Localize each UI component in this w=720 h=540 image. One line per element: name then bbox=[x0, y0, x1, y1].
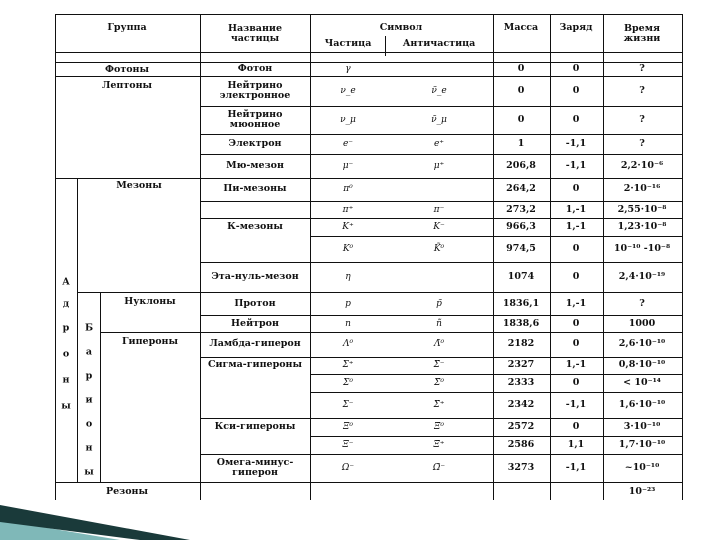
header-name: Название частицы bbox=[228, 23, 282, 44]
decorative-corner bbox=[0, 457, 720, 540]
lifetime-value: 1,7·10⁻¹⁰ bbox=[618, 439, 666, 450]
mass-value: 2182 bbox=[507, 338, 535, 349]
mass-value: 2333 bbox=[507, 377, 535, 388]
lifetime-value: 2,4·10⁻¹⁹ bbox=[618, 271, 666, 282]
header-group: Группа bbox=[107, 22, 147, 33]
antiparticle-symbol: Ξ̃⁺ bbox=[433, 440, 445, 450]
baryons-letter: ы bbox=[84, 466, 94, 478]
charge-value: 1,-1 bbox=[565, 359, 587, 370]
mass-value: 264,2 bbox=[506, 183, 536, 194]
group-photons: Фотоны bbox=[104, 64, 150, 75]
hadrons-letter: д bbox=[62, 298, 70, 310]
charge-value: 0 bbox=[572, 63, 580, 74]
baryons-letter: о bbox=[85, 418, 93, 430]
particle-symbol: η bbox=[345, 272, 351, 282]
particle-name: Сигма-гипероны bbox=[207, 359, 303, 370]
mass-value: 1 bbox=[517, 138, 525, 149]
charge-value: 1,-1 bbox=[565, 298, 587, 309]
group-leptons: Лептоны bbox=[101, 80, 153, 91]
baryons-letter: и bbox=[85, 394, 93, 406]
hadrons-letter: А bbox=[62, 276, 70, 288]
antiparticle-symbol: K̃⁰ bbox=[433, 244, 445, 254]
particle-symbol: ν_μ bbox=[340, 115, 356, 125]
group-resonances: Резоны bbox=[105, 486, 149, 497]
charge-value: -1,1 bbox=[565, 399, 587, 410]
particle-symbol: ν_e bbox=[340, 86, 356, 96]
antiparticle-symbol: ν̃_μ bbox=[431, 115, 447, 125]
charge-value: 0 bbox=[572, 421, 580, 432]
lifetime-value: ? bbox=[639, 114, 645, 125]
particle-name: Кси-гипероны bbox=[214, 421, 296, 432]
mass-value: 2586 bbox=[507, 439, 535, 450]
lifetime-value: ? bbox=[639, 138, 645, 149]
particle-symbol: Λ⁰ bbox=[342, 339, 354, 349]
mass-value: 3273 bbox=[507, 462, 535, 473]
particle-name: Нейтрино электронное bbox=[219, 80, 291, 101]
header-particle: Частица bbox=[324, 38, 372, 49]
lifetime-value: 2·10⁻¹⁶ bbox=[623, 183, 661, 194]
particle-symbol: Σ⁰ bbox=[343, 378, 353, 388]
particle-name: Нейтрино мюонное bbox=[227, 109, 283, 130]
mass-value: 0 bbox=[517, 85, 525, 96]
lifetime-value: ? bbox=[639, 63, 645, 74]
charge-value: 0 bbox=[572, 271, 580, 282]
lifetime-value: 10⁻¹⁰ -10⁻⁸ bbox=[613, 243, 671, 254]
antiparticle-symbol: Ξ̃⁰ bbox=[434, 422, 444, 432]
header-antiparticle: Античастица bbox=[402, 38, 476, 49]
particle-symbol: π⁰ bbox=[343, 184, 353, 194]
group-hyperons: Гипероны bbox=[121, 336, 179, 347]
hadrons-letter: о bbox=[62, 348, 70, 360]
particle-symbol: e⁻ bbox=[342, 139, 354, 149]
lifetime-value: 2,6·10⁻¹⁰ bbox=[618, 338, 666, 349]
mass-value: 966,3 bbox=[506, 221, 536, 232]
charge-value: -1,1 bbox=[565, 462, 587, 473]
particle-name: Омега-минус-гиперон bbox=[216, 457, 294, 478]
particle-symbol: π⁺ bbox=[342, 205, 354, 215]
particle-symbol: Σ⁺ bbox=[342, 360, 354, 370]
lifetime-value: < 10⁻¹⁴ bbox=[623, 377, 661, 388]
particle-symbol: Σ⁻ bbox=[342, 400, 354, 410]
header-symbol: Символ bbox=[379, 22, 423, 33]
particle-name: Ламбда-гиперон bbox=[209, 338, 301, 349]
mass-value: 1838,6 bbox=[502, 318, 540, 329]
lifetime-value: 2,2·10⁻⁶ bbox=[620, 160, 664, 171]
hadrons-letter: р bbox=[62, 322, 70, 334]
antiparticle-symbol: K⁻ bbox=[433, 222, 445, 232]
antiparticle-symbol: Ω̃⁻ bbox=[432, 463, 446, 473]
charge-value: 1,-1 bbox=[565, 204, 587, 215]
particle-symbol: γ bbox=[345, 64, 351, 74]
charge-value: 0 bbox=[572, 243, 580, 254]
particle-symbol: K⁰ bbox=[342, 244, 354, 254]
lifetime-value: 1,23·10⁻⁸ bbox=[617, 221, 667, 232]
lifetime-value: ? bbox=[639, 85, 645, 96]
lifetime-value: 2,55·10⁻⁸ bbox=[617, 204, 667, 215]
particle-name: Нейтрон bbox=[231, 318, 279, 329]
particle-symbol: p bbox=[345, 299, 351, 309]
antiparticle-symbol: p̃ bbox=[436, 299, 442, 309]
mass-value: 1074 bbox=[507, 271, 535, 282]
mass-value: 206,8 bbox=[506, 160, 536, 171]
particle-symbol: μ⁻ bbox=[342, 161, 354, 171]
charge-value: 0 bbox=[572, 183, 580, 194]
charge-value: -1,1 bbox=[565, 160, 587, 171]
charge-value: -1,1 bbox=[565, 138, 587, 149]
charge-value: 0 bbox=[572, 85, 580, 96]
lifetime-value: 3·10⁻¹⁰ bbox=[623, 421, 661, 432]
hadrons-letter: н bbox=[62, 374, 70, 386]
lifetime-value: 1,6·10⁻¹⁰ bbox=[618, 399, 666, 410]
mass-value: 0 bbox=[517, 63, 525, 74]
group-nucleons: Нуклоны bbox=[124, 296, 176, 307]
baryons-letter: а bbox=[85, 346, 93, 358]
group-mesons: Мезоны bbox=[116, 180, 162, 191]
lifetime-value: 0,8·10⁻¹⁰ bbox=[618, 359, 666, 370]
mass-value: 974,5 bbox=[506, 243, 536, 254]
antiparticle-symbol: Σ̃⁰ bbox=[434, 378, 444, 388]
charge-value: 0 bbox=[572, 114, 580, 125]
antiparticle-symbol: μ⁺ bbox=[433, 161, 445, 171]
mass-value: 1836,1 bbox=[502, 298, 540, 309]
baryons-letter: р bbox=[85, 370, 93, 382]
lifetime-value: ? bbox=[639, 298, 645, 309]
charge-value: 0 bbox=[572, 318, 580, 329]
baryons-letter: Б bbox=[84, 322, 94, 334]
mass-value: 2342 bbox=[507, 399, 535, 410]
particle-name: Электрон bbox=[228, 138, 282, 149]
header-lifetime: Время жизни bbox=[623, 23, 661, 44]
header-mass: Масса bbox=[503, 22, 539, 33]
mass-value: 0 bbox=[517, 114, 525, 125]
baryons-letter: н bbox=[85, 442, 93, 454]
antiparticle-symbol: ñ bbox=[436, 319, 442, 329]
particle-name: Эта-нуль-мезон bbox=[211, 271, 299, 282]
mass-value: 273,2 bbox=[506, 204, 536, 215]
charge-value: 0 bbox=[572, 377, 580, 388]
particle-symbol: Ξ⁰ bbox=[343, 422, 353, 432]
charge-value: 0 bbox=[572, 338, 580, 349]
particle-symbol: Ξ⁻ bbox=[342, 440, 354, 450]
particle-name: Протон bbox=[234, 298, 276, 309]
antiparticle-symbol: Σ̃⁻ bbox=[433, 360, 445, 370]
antiparticle-symbol: Λ̃⁰ bbox=[433, 339, 445, 349]
lifetime-value: 10⁻²³ bbox=[628, 486, 656, 497]
particle-symbol: Ω⁻ bbox=[341, 463, 355, 473]
antiparticle-symbol: Σ̃⁺ bbox=[433, 400, 445, 410]
lifetime-value: ~10⁻¹⁰ bbox=[624, 462, 660, 473]
antiparticle-symbol: π⁻ bbox=[433, 205, 445, 215]
particle-name: Пи-мезоны bbox=[223, 183, 287, 194]
antiparticle-symbol: e⁺ bbox=[433, 139, 445, 149]
charge-value: 1,1 bbox=[567, 439, 585, 450]
header-charge: Заряд bbox=[559, 22, 593, 33]
particle-table bbox=[55, 14, 682, 500]
particle-name: Фотон bbox=[237, 63, 273, 74]
mass-value: 2572 bbox=[507, 421, 535, 432]
mass-value: 2327 bbox=[507, 359, 535, 370]
particle-name: Мю-мезон bbox=[226, 160, 284, 171]
particle-symbol: n bbox=[345, 319, 351, 329]
particle-name: К-мезоны bbox=[227, 221, 283, 232]
charge-value: 1,-1 bbox=[565, 221, 587, 232]
hadrons-letter: ы bbox=[61, 400, 71, 412]
lifetime-value: 1000 bbox=[628, 318, 656, 329]
antiparticle-symbol: ν̃_e bbox=[431, 86, 447, 96]
particle-symbol: K⁺ bbox=[342, 222, 354, 232]
